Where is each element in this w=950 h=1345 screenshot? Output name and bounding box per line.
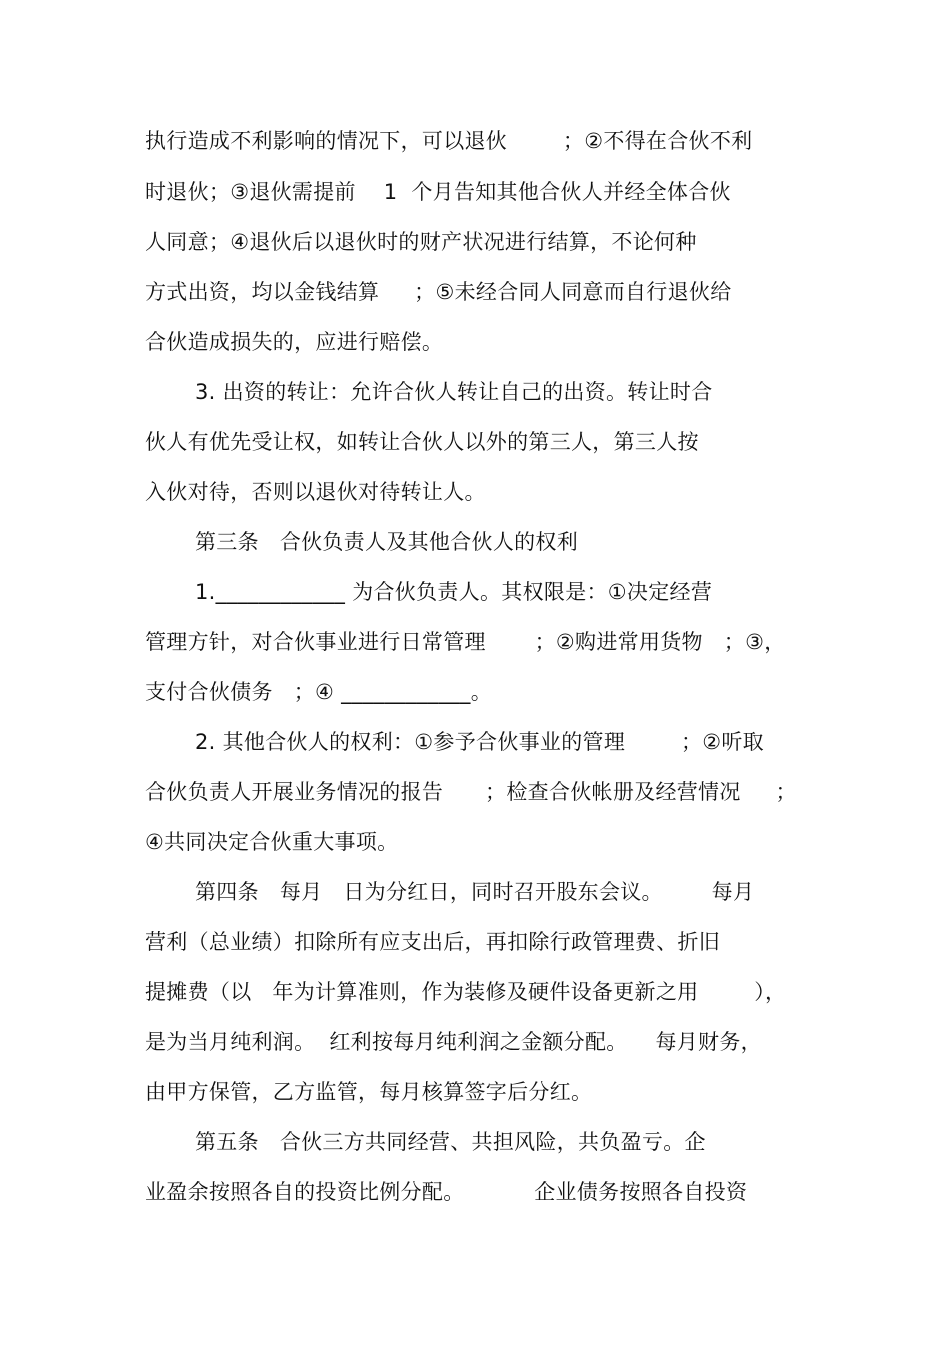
text-line: 2. 其他合伙人的权利：①参予合伙事业的管理 ；②听取 [195, 730, 764, 754]
text-line: 营利（总业绩）扣除所有应支出后，再扣除行政管理费、折旧 [145, 930, 721, 954]
text-line: 第五条 合伙三方共同经营、共担风险，共负盈亏。企 [195, 1130, 706, 1154]
text-line: 伙人有优先受让权，如转让合伙人以外的第三人，第三人按 [145, 430, 699, 454]
text-line: 合伙造成损失的，应进行赔偿。 [145, 330, 444, 354]
text-line: 执行造成不利影响的情况下，可以退伙 ；②不得在合伙不利 [145, 129, 753, 153]
text-line: 合伙负责人开展业务情况的报告 ；检查合伙帐册及经营情况 ； [145, 780, 797, 804]
text-line: 第四条 每月 日为分红日，同时召开股东会议。 每月 [195, 880, 755, 904]
text-line: 业盈余按照各自的投资比例分配。 企业债务按照各自投资 [145, 1180, 748, 1204]
text-line: 方式出资，均以金钱结算 ；⑤未经合同人同意而自行退伙给 [145, 280, 732, 304]
text-line: 人同意；④退伙后以退伙时的财产状况进行结算，不论何种 [145, 230, 697, 254]
text-line: 由甲方保管，乙方监管，每月核算签字后分红。 [145, 1080, 593, 1104]
text-line: 管理方针，对合伙事业进行日常管理 ；②购进常用货物 ；③， [145, 630, 786, 654]
text-line: 提摊费（以 年为计算准则，作为装修及硬件设备更新之用 ）， [145, 980, 787, 1004]
text-line: 1.____________ 为合伙负责人。其权限是：①决定经营 [195, 580, 713, 604]
text-line: 3. 出资的转让：允许合伙人转让自己的出资。转让时合 [195, 380, 713, 404]
text-line: 入伙对待，否则以退伙对待转让人。 [145, 480, 486, 504]
text-line: 是为当月纯利润。 红利按每月纯利润之金额分配。 每月财务， [145, 1030, 762, 1054]
text-line: 支付合伙债务 ；④ ____________。 [145, 680, 493, 704]
text-line: ④共同决定合伙重大事项。 [145, 830, 399, 854]
text-line: 时退伙；③退伙需提前 1 个月告知其他合伙人并经全体合伙 [145, 180, 731, 204]
section-heading: 第三条 合伙负责人及其他合伙人的权利 [195, 530, 579, 554]
